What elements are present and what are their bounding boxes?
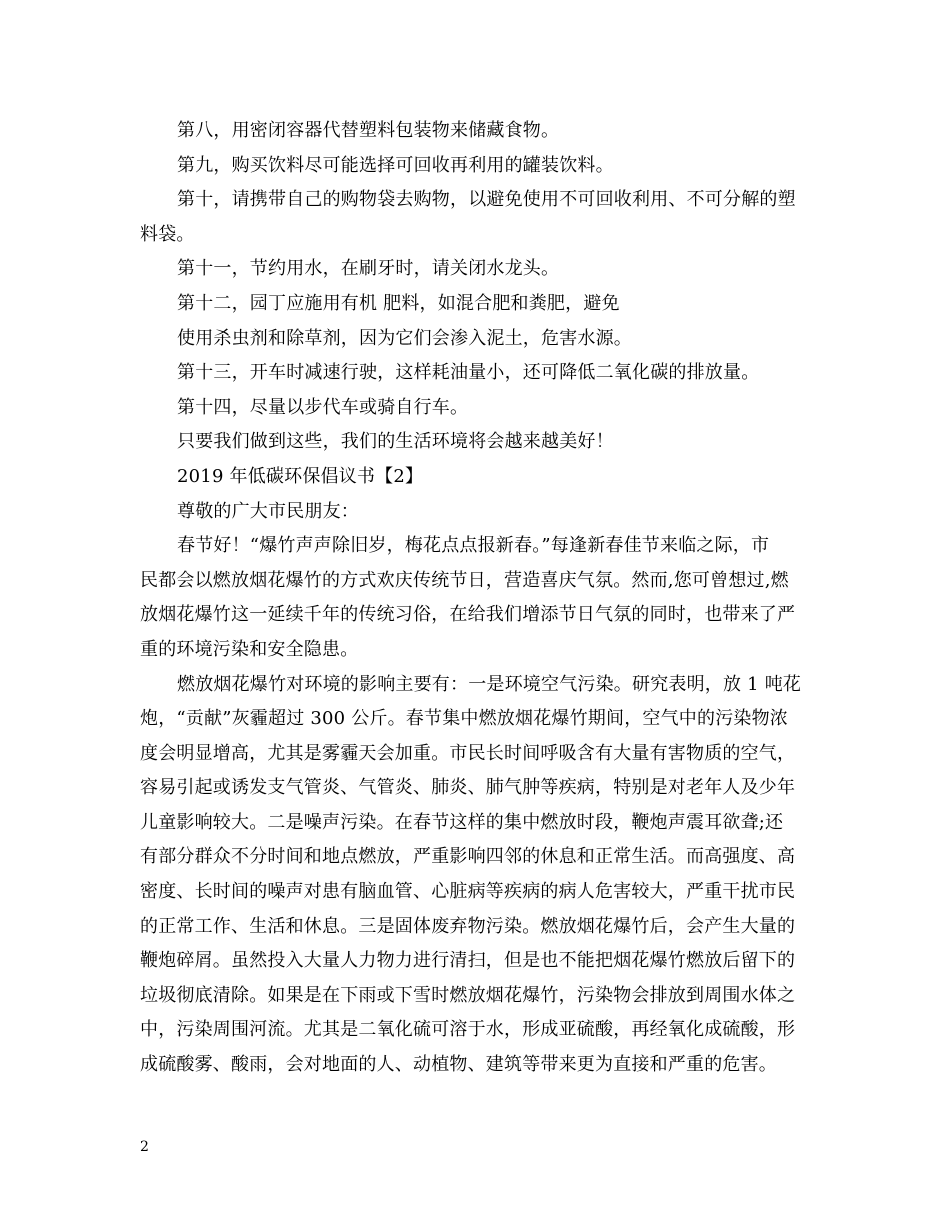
paragraph-line: 炮，“贡献”灰霾超过 300 公斤。春节集中燃放烟花爆竹期间，空气中的污染物浓	[140, 708, 789, 730]
paragraph-line: 春节好！“爆竹声声除旧岁，梅花点点报新春。”每逢新春佳节来临之际，市	[177, 535, 770, 557]
paragraph-line: 第九，购买饮料尽可能选择可回收再利用的罐装饮料。	[177, 154, 614, 176]
paragraph-line: 重的环境污染和安全隐患。	[140, 638, 359, 660]
paragraph-line: 的正常工作、生活和休息。三是固体废弃物污染。燃放烟花爆竹后，会产生大量的	[140, 915, 796, 937]
paragraph-line: 第十二，园丁应施用有机 肥料，如混合肥和粪肥，避免	[177, 292, 620, 314]
paragraph-line: 第十一，节约用水，在刷牙时，请关闭水龙头。	[177, 258, 560, 280]
paragraph-line: 容易引起或诱发支气管炎、气管炎、肺炎、肺气肿等疾病，特别是对老年人及少年	[140, 777, 796, 799]
paragraph-line: 第十三，开车时减速行驶，这样耗油量小，还可降低二氧化碳的排放量。	[177, 362, 760, 384]
paragraph-line: 鞭炮碎屑。虽然投入大量人力物力进行清扫，但是也不能把烟花爆竹燃放后留下的	[140, 950, 796, 972]
paragraph-line: 使用杀虫剂和除草剂，因为它们会渗入泥土，危害水源。	[177, 327, 632, 349]
paragraph-line: 密度、长时间的噪声对患有脑血管、心脏病等疾病的病人危害较大，严重干扰市民	[140, 881, 796, 903]
paragraph-line: 中，污染周围河流。尤其是二氧化硫可溶于水，形成亚硫酸，再经氧化成硫酸，形	[140, 1019, 796, 1041]
paragraph-line: 第十四，尽量以步代车或骑自行车。	[177, 396, 469, 418]
paragraph-line: 放烟花爆竹这一延续千年的传统习俗，在给我们增添节日气氛的同时，也带来了严	[140, 604, 796, 626]
paragraph-line: 度会明显增高，尤其是雾霾天会加重。市民长时间呼吸含有大量有害物质的空气，	[140, 742, 796, 764]
paragraph-line: 燃放烟花爆竹对环境的影响主要有：一是环境空气污染。研究表明，放 1 吨花	[177, 673, 802, 695]
document-body	[140, 114, 820, 1083]
paragraph-line: 成硫酸雾、酸雨，会对地面的人、动植物、建筑等带来更为直接和严重的危害。	[140, 1054, 777, 1076]
paragraph-line: 民都会以燃放烟花爆竹的方式欢庆传统节日，营造喜庆气氛。然而,您可曾想过,燃	[140, 569, 789, 591]
paragraph-line: 料袋。	[140, 223, 195, 245]
page-number: 2	[140, 1139, 149, 1155]
paragraph-line: 只要我们做到这些，我们的生活环境将会越来越美好！	[177, 431, 614, 453]
paragraph-line: 儿童影响较大。二是噪声污染。在春节这样的集中燃放时段，鞭炮声震耳欲聋;还	[140, 811, 784, 833]
paragraph-line: 第十，请携带自己的购物袋去购物，以避免使用不可回收利用、不可分解的塑	[177, 189, 796, 211]
salutation: 尊敬的广大市民朋友：	[177, 500, 359, 522]
section-heading: 2019 年低碳环保倡议书【2】	[177, 465, 424, 487]
paragraph-line: 有部分群众不分时间和地点燃放，严重影响四邻的休息和正常生活。而高强度、高	[140, 846, 796, 868]
paragraph-line: 第八，用密闭容器代替塑料包装物来储藏食物。	[177, 120, 560, 141]
paragraph-line: 垃圾彻底清除。如果是在下雨或下雪时燃放烟花爆竹，污染物会排放到周围水体之	[140, 984, 796, 1006]
